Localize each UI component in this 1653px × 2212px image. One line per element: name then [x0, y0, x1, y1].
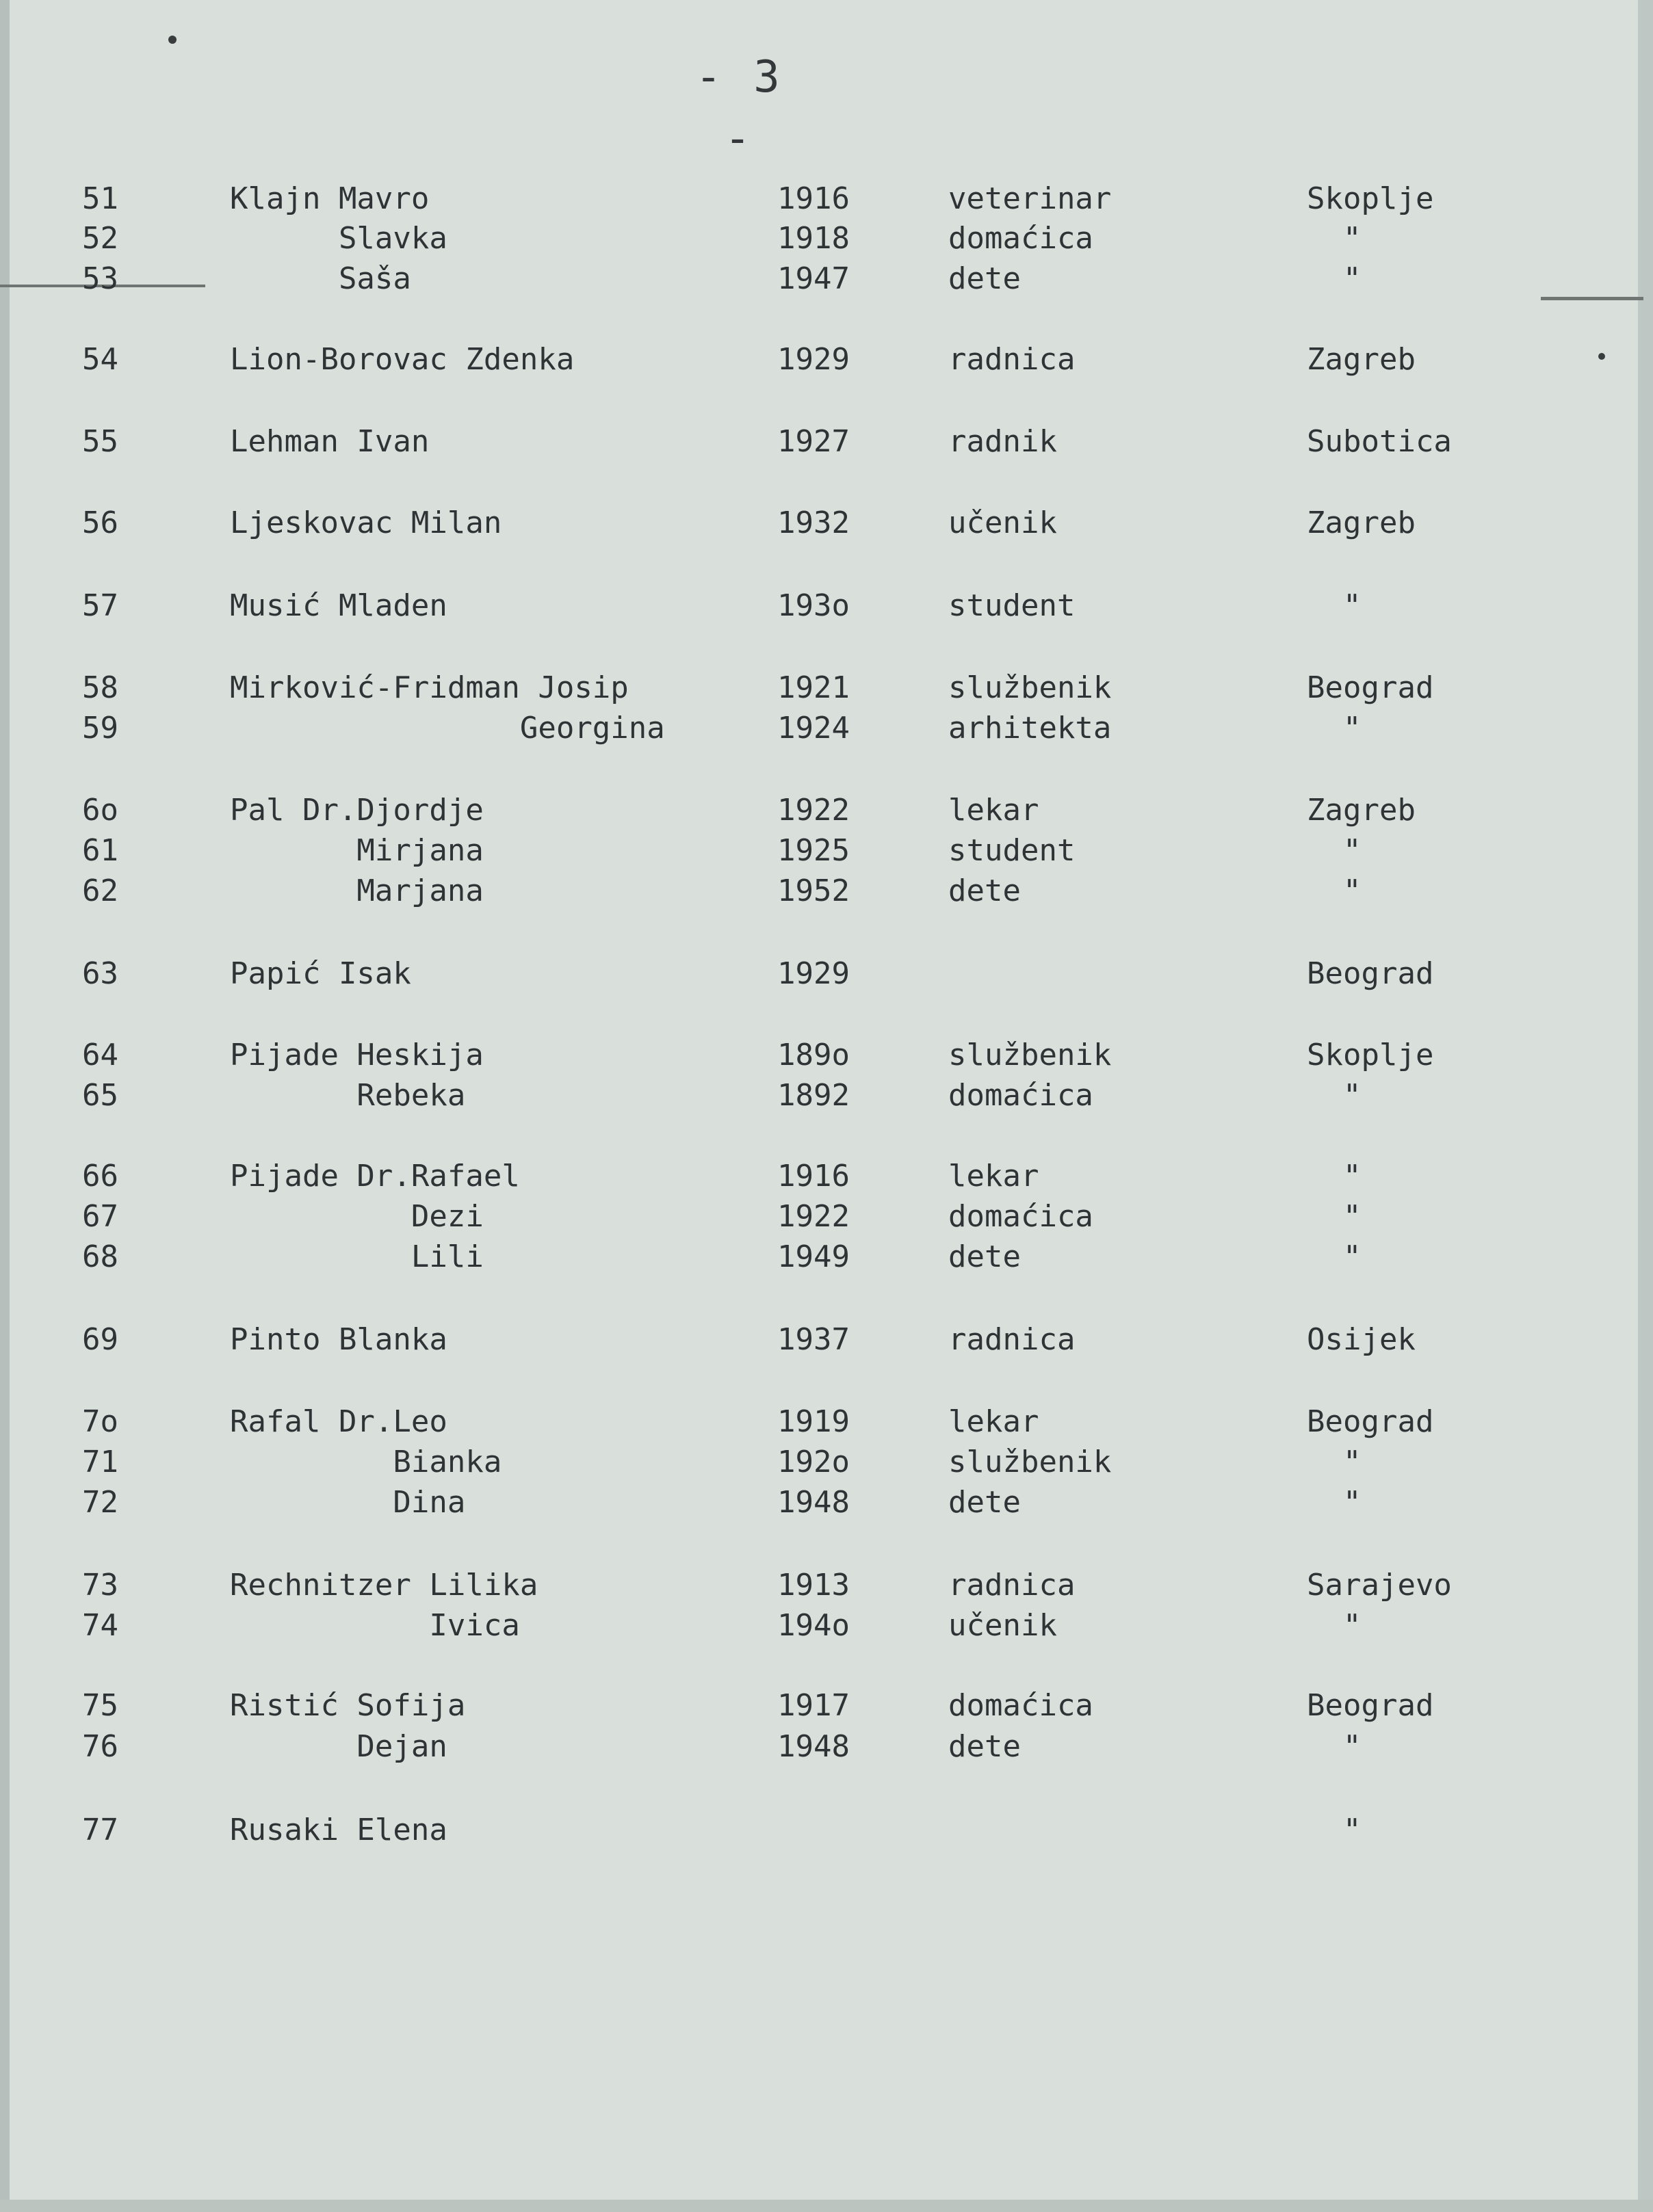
birth-year: 1922	[777, 793, 850, 828]
city: "	[1307, 1199, 1362, 1234]
occupation: dete	[948, 1729, 1021, 1764]
person-name: Papić Isak	[230, 956, 411, 991]
entry-number: 53	[82, 261, 118, 296]
birth-year: 193o	[777, 588, 850, 623]
list-row	[0, 1157, 1653, 1196]
birth-year: 1948	[777, 1485, 850, 1520]
entry-number: 59	[82, 711, 118, 746]
list-row	[0, 503, 1653, 543]
birth-year: 1924	[777, 711, 850, 746]
person-name: Lion-Borovac Zdenka	[230, 342, 575, 377]
occupation: domaćica	[948, 1078, 1093, 1113]
person-name: Dejan	[230, 1729, 447, 1764]
city: Skoplje	[1307, 181, 1434, 216]
person-name: Rechnitzer Lilika	[230, 1568, 538, 1603]
person-name: Ljeskovac Milan	[230, 505, 502, 540]
city: "	[1307, 1813, 1362, 1847]
ink-speck	[168, 36, 177, 44]
birth-year: 1949	[777, 1239, 850, 1274]
city: "	[1307, 873, 1362, 908]
list-row	[0, 871, 1653, 911]
person-name: Mirković-Fridman Josip	[230, 670, 629, 705]
entry-number: 64	[82, 1038, 118, 1072]
occupation: radnica	[948, 1568, 1076, 1603]
birth-year: 1918	[777, 221, 850, 256]
list-row	[0, 1566, 1653, 1605]
list-row	[0, 219, 1653, 259]
entry-number: 75	[82, 1688, 118, 1723]
birth-year: 1952	[777, 873, 850, 908]
birth-year: 1917	[777, 1688, 850, 1723]
person-name: Dina	[230, 1485, 466, 1520]
person-name: Mirjana	[230, 833, 484, 868]
city: "	[1307, 1608, 1362, 1643]
city: "	[1307, 1078, 1362, 1113]
city: "	[1307, 221, 1362, 256]
city: Zagreb	[1307, 793, 1416, 828]
occupation: dete	[948, 1485, 1021, 1520]
entry-number: 57	[82, 588, 118, 623]
list-row	[0, 1197, 1653, 1237]
city: "	[1307, 1485, 1362, 1520]
list-row	[0, 791, 1653, 830]
birth-year: 189o	[777, 1038, 850, 1072]
city: Beograd	[1307, 1404, 1434, 1439]
list-row	[0, 1727, 1653, 1767]
person-name: Rafal Dr.Leo	[230, 1404, 447, 1439]
birth-year: 1921	[777, 670, 850, 705]
city: "	[1307, 1445, 1362, 1479]
occupation: dete	[948, 261, 1021, 296]
entry-number: 74	[82, 1608, 118, 1643]
birth-year: 1916	[777, 1159, 850, 1194]
occupation: dete	[948, 1239, 1021, 1274]
city: "	[1307, 1159, 1362, 1194]
occupation: lekar	[948, 793, 1039, 828]
entry-number: 69	[82, 1322, 118, 1357]
entry-number: 63	[82, 956, 118, 991]
entry-number: 54	[82, 342, 118, 377]
city: Osijek	[1307, 1322, 1416, 1357]
list-row	[0, 1237, 1653, 1277]
occupation: dete	[948, 873, 1021, 908]
entry-number: 65	[82, 1078, 118, 1113]
person-name: Marjana	[230, 873, 484, 908]
person-name: Musić Mladen	[230, 588, 447, 623]
city: Skoplje	[1307, 1038, 1434, 1072]
entry-number: 71	[82, 1445, 118, 1479]
city: Beograd	[1307, 670, 1434, 705]
birth-year: 1937	[777, 1322, 850, 1357]
list-row	[0, 1811, 1653, 1850]
list-row	[0, 1686, 1653, 1726]
occupation: radnik	[948, 424, 1057, 459]
city: "	[1307, 261, 1362, 296]
person-name: Georgina	[230, 711, 665, 746]
person-name: Bianka	[230, 1445, 502, 1479]
birth-year: 1925	[777, 833, 850, 868]
birth-year: 1948	[777, 1729, 850, 1764]
city: "	[1307, 1729, 1362, 1764]
person-name: Rusaki Elena	[230, 1813, 447, 1847]
city: "	[1307, 588, 1362, 623]
entry-number: 67	[82, 1199, 118, 1234]
list-row	[0, 1320, 1653, 1360]
birth-year: 1947	[777, 261, 850, 296]
entry-number: 68	[82, 1239, 118, 1274]
occupation: domaćica	[948, 1199, 1093, 1234]
person-name: Pal Dr.Djordje	[230, 793, 484, 828]
occupation: lekar	[948, 1159, 1039, 1194]
occupation: učenik	[948, 1608, 1057, 1643]
city: Zagreb	[1307, 342, 1416, 377]
city: Sarajevo	[1307, 1568, 1452, 1603]
person-name: Pijade Heskija	[230, 1038, 484, 1072]
entry-number: 58	[82, 670, 118, 705]
person-name: Ivica	[230, 1608, 520, 1643]
city: Beograd	[1307, 1688, 1434, 1723]
list-row	[0, 259, 1653, 299]
city: Beograd	[1307, 956, 1434, 991]
entry-number: 66	[82, 1159, 118, 1194]
occupation: arhitekta	[948, 711, 1112, 746]
city: "	[1307, 833, 1362, 868]
entry-number: 72	[82, 1485, 118, 1520]
bottom-page-edge	[0, 2200, 1653, 2212]
person-name: Saša	[230, 261, 411, 296]
birth-year: 192o	[777, 1445, 850, 1479]
city: "	[1307, 711, 1362, 746]
person-name: Pinto Blanka	[230, 1322, 447, 1357]
list-row	[0, 179, 1653, 219]
list-row	[0, 340, 1653, 380]
occupation: službenik	[948, 1445, 1112, 1479]
list-row	[0, 1606, 1653, 1646]
birth-year: 1932	[777, 505, 850, 540]
list-row	[0, 586, 1653, 626]
entry-number: 73	[82, 1568, 118, 1603]
entry-number: 55	[82, 424, 118, 459]
person-name: Klajn Mavro	[230, 181, 430, 216]
occupation: radnica	[948, 342, 1076, 377]
entry-number: 76	[82, 1729, 118, 1764]
person-name: Lehman Ivan	[230, 424, 430, 459]
list-row	[0, 1483, 1653, 1523]
birth-year: 1913	[777, 1568, 850, 1603]
birth-year: 1892	[777, 1078, 850, 1113]
person-name: Rebeka	[230, 1078, 466, 1113]
occupation: učenik	[948, 505, 1057, 540]
list-row	[0, 422, 1653, 462]
occupation: službenik	[948, 1038, 1112, 1072]
list-row	[0, 668, 1653, 708]
birth-year: 1919	[777, 1404, 850, 1439]
list-row	[0, 1076, 1653, 1116]
birth-year: 1929	[777, 956, 850, 991]
person-name: Pijade Dr.Rafael	[230, 1159, 520, 1194]
entry-number: 61	[82, 833, 118, 868]
city: Subotica	[1307, 424, 1452, 459]
occupation: lekar	[948, 1404, 1039, 1439]
birth-year: 1922	[777, 1199, 850, 1234]
entry-number: 6o	[82, 793, 118, 828]
city: "	[1307, 1239, 1362, 1274]
list-row	[0, 1443, 1653, 1482]
list-row	[0, 709, 1653, 748]
person-name: Slavka	[230, 221, 447, 256]
entry-number: 51	[82, 181, 118, 216]
occupation: radnica	[948, 1322, 1076, 1357]
person-name: Ristić Sofija	[230, 1688, 466, 1723]
city: Zagreb	[1307, 505, 1416, 540]
occupation: veterinar	[948, 181, 1112, 216]
occupation: službenik	[948, 670, 1112, 705]
occupation: student	[948, 588, 1076, 623]
entry-number: 62	[82, 873, 118, 908]
person-name: Lili	[230, 1239, 484, 1274]
list-row	[0, 1402, 1653, 1442]
entry-number: 7o	[82, 1404, 118, 1439]
entry-number: 77	[82, 1813, 118, 1847]
person-name: Dezi	[230, 1199, 484, 1234]
list-row	[0, 954, 1653, 994]
entry-number: 52	[82, 221, 118, 256]
occupation: domaćica	[948, 221, 1093, 256]
occupation: domaćica	[948, 1688, 1093, 1723]
birth-year: 1929	[777, 342, 850, 377]
entry-number: 56	[82, 505, 118, 540]
list-row	[0, 831, 1653, 871]
birth-year: 1916	[777, 181, 850, 216]
occupation: student	[948, 833, 1076, 868]
list-row	[0, 1036, 1653, 1075]
birth-year: 194o	[777, 1608, 850, 1643]
birth-year: 1927	[777, 424, 850, 459]
page-number: - 3 -	[695, 52, 783, 164]
